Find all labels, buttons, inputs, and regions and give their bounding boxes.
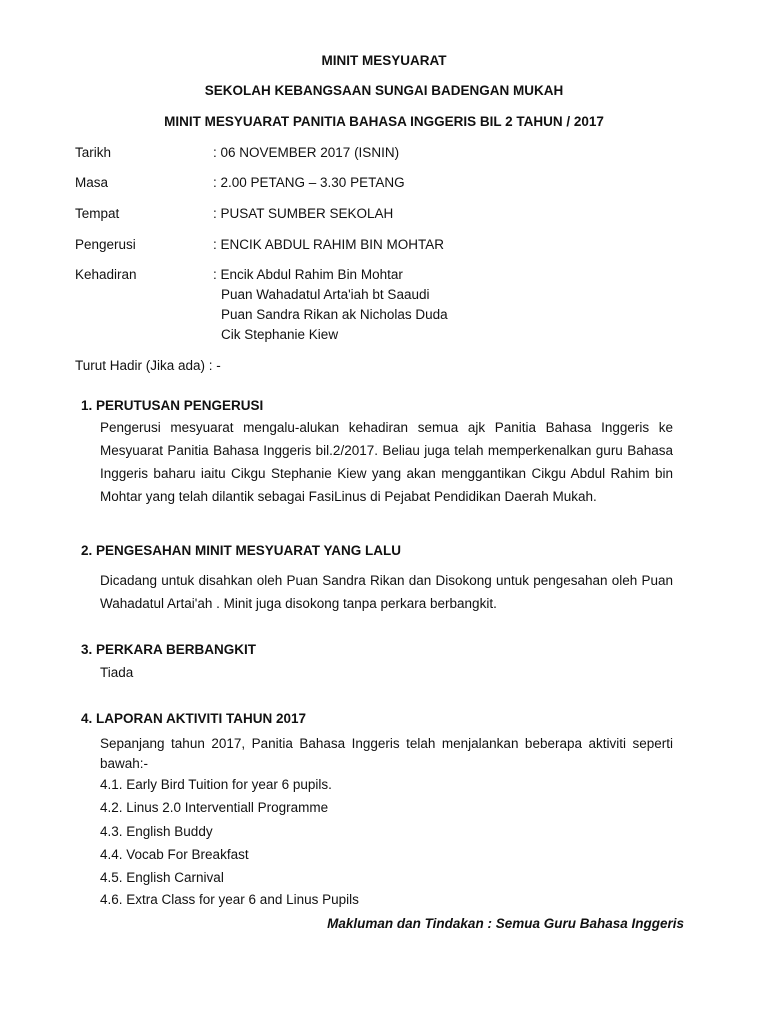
list-item: 4.2. Linus 2.0 Interventiall Programme: [100, 800, 329, 815]
tarikh-value: : 06 NOVEMBER 2017 (ISNIN): [213, 145, 400, 160]
list-item: 4.1. Early Bird Tuition for year 6 pupils.: [100, 777, 332, 792]
meeting-title: MINIT MESYUARAT PANITIA BAHASA INGGERIS BIL 2 TAHUN / 2017: [164, 114, 604, 129]
section-4-intro: Sepanjang tahun 2017, Panitia Bahasa Inggeris telah menjalankan beberapa aktiviti seperti bawah:-: [100, 736, 673, 771]
doc-title: MINIT MESYUARAT: [321, 53, 447, 68]
masa-value: : 2.00 PETANG – 3.30 PETANG: [213, 175, 405, 190]
section-1-body: Pengerusi mesyuarat mengalu-alukan kehadiran semua ajk Panitia Bahasa Inggeris ke Mesyuarat Panitia Bahasa Inggeris bil.2/2017. Beliau juga telah memperkenalkan guru Bahasa Inggeris baharu iaitu Cikgu Stephanie Kiew yang akan menggantikan Cikgu Abdul Rahim bin Mohtar yang telah dilantik sebagai FasiLinus di Pejabat Pendidikan Daerah Mukah.: [100, 420, 673, 504]
section-3-body: Tiada: [100, 665, 134, 680]
kehadiran-item: Cik Stephanie Kiew: [221, 327, 339, 342]
section-2-heading: 2. PENGESAHAN MINIT MESYUARAT YANG LALU: [81, 543, 402, 558]
turut-hadir: Turut Hadir (Jika ada) : -: [75, 358, 221, 373]
tempat-value: : PUSAT SUMBER SEKOLAH: [213, 206, 394, 221]
school-name: SEKOLAH KEBANGSAAN SUNGAI BADENGAN MUKAH: [204, 83, 564, 98]
masa-label: Masa: [75, 175, 109, 190]
kehadiran-label: Kehadiran: [75, 267, 137, 282]
pengerusi-value: : ENCIK ABDUL RAHIM BIN MOHTAR: [213, 237, 445, 252]
list-item: 4.3. English Buddy: [100, 824, 213, 839]
kehadiran-item: Puan Wahadatul Arta'iah bt Saaudi: [221, 287, 430, 302]
section-3-heading: 3. PERKARA BERBANGKIT: [81, 642, 257, 657]
section-4-heading: 4. LAPORAN AKTIVITI TAHUN 2017: [81, 711, 307, 726]
kehadiran-item: : Encik Abdul Rahim Bin Mohtar: [213, 267, 403, 282]
section-1-heading: 1. PERUTUSAN PENGERUSI: [81, 398, 264, 413]
tempat-label: Tempat: [75, 206, 120, 221]
action-note: Makluman dan Tindakan : Semua Guru Bahasa Inggeris: [327, 916, 684, 931]
pengerusi-label: Pengerusi: [75, 237, 136, 252]
tarikh-label: Tarikh: [75, 145, 112, 160]
section-2-body: Dicadang untuk disahkan oleh Puan Sandra Rikan dan Disokong untuk pengesahan oleh Puan Wahadatul Artai'ah . Minit juga disokong tanpa perkara berbangkit.: [100, 573, 673, 611]
list-item: 4.4. Vocab For Breakfast: [100, 847, 249, 862]
kehadiran-item: Puan Sandra Rikan ak Nicholas Duda: [221, 307, 448, 322]
list-item: 4.6. Extra Class for year 6 and Linus Pupils: [100, 892, 359, 907]
list-item: 4.5. English Carnival: [100, 870, 224, 885]
